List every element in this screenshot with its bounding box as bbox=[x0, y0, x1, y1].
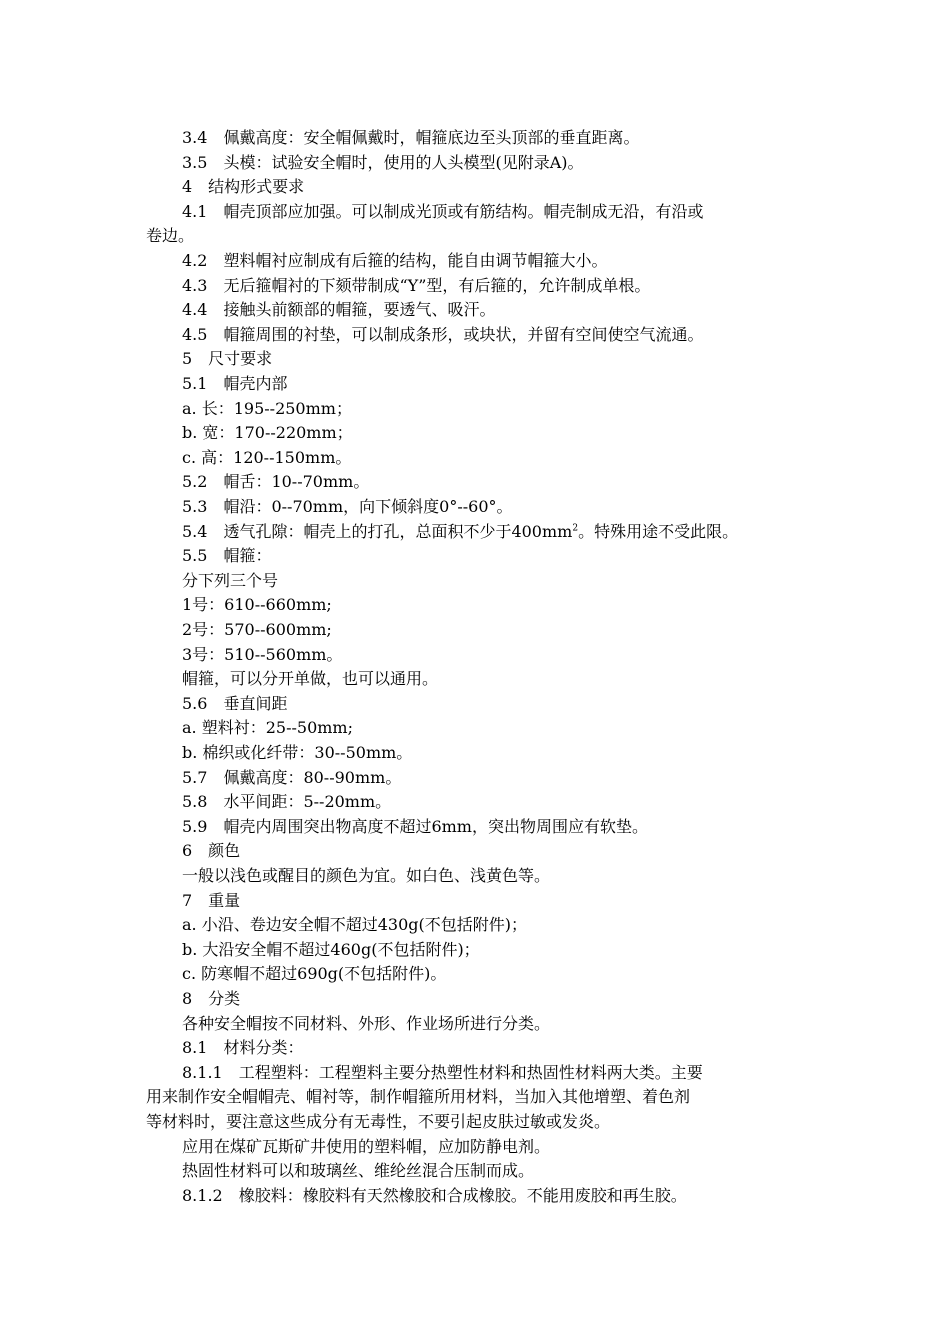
line-text: 卷边。 bbox=[146, 226, 195, 246]
line-text: 5.4 透气孔隙：帽壳上的打孔，总面积不少于400mm bbox=[182, 521, 573, 541]
text-line bbox=[0, 790, 950, 815]
line-text: 4.4 接触头前额部的帽箍，要透气、吸汗。 bbox=[182, 300, 496, 320]
text-line bbox=[0, 200, 950, 225]
text-line bbox=[0, 274, 950, 299]
text-line bbox=[0, 938, 950, 963]
line-text: 5.9 帽壳内周围突出物高度不超过6mm，突出物周围应有软垫。 bbox=[182, 816, 648, 836]
text-line bbox=[0, 151, 950, 176]
text-line bbox=[0, 1061, 950, 1086]
text-line bbox=[0, 372, 950, 397]
line-text: 5.1 帽壳内部 bbox=[182, 374, 288, 393]
line-text: 各种安全帽按不同材料、外形、作业场所进行分类。 bbox=[182, 1013, 551, 1033]
text-line bbox=[0, 126, 950, 151]
line-text: 2号：570--600mm; bbox=[182, 620, 332, 639]
line-text: 分下列三个号 bbox=[182, 570, 279, 590]
text-line bbox=[0, 421, 950, 446]
line-text: 5.8 水平间距：5--20mm。 bbox=[182, 792, 392, 812]
superscript: 2 bbox=[572, 523, 579, 534]
text-line bbox=[0, 913, 950, 938]
line-text: 5.2 帽舌：10--70mm。 bbox=[182, 472, 370, 492]
line-text: 帽箍，可以分开单做，也可以通用。 bbox=[182, 669, 439, 689]
text-line bbox=[0, 495, 950, 520]
line-text: a. 长：195--250mm； bbox=[182, 398, 352, 418]
line-text: a. 塑料衬：25--50mm; bbox=[182, 718, 353, 738]
line-text: 4.5 帽箍周围的衬垫，可以制成条形，或块状，并留有空间使空气流通。 bbox=[182, 324, 704, 344]
line-text: 应用在煤矿瓦斯矿井使用的塑料帽，应加防静电剂。 bbox=[182, 1136, 551, 1156]
line-text: 一般以浅色或醒目的颜色为宜。如白色、浅黄色等。 bbox=[182, 866, 551, 885]
text-line bbox=[0, 1110, 950, 1135]
text-line bbox=[0, 298, 950, 323]
line-text: 8 分类 bbox=[182, 989, 241, 1008]
text-line bbox=[0, 347, 950, 372]
text-line bbox=[0, 618, 950, 643]
line-text: 3.5 头模：试验安全帽时，使用的人头模型(见附录A)。 bbox=[182, 152, 584, 172]
line-text: b. 大沿安全帽不超过460g(不包括附件)； bbox=[182, 939, 480, 959]
line-text: 8.1 材料分类： bbox=[182, 1038, 304, 1058]
line-text: 用来制作安全帽帽壳、帽衬等，制作帽箍所用材料，当加入其他增塑、着色剂 bbox=[146, 1087, 691, 1107]
line-text: b. 棉织或化纤带：30--50mm。 bbox=[182, 743, 413, 762]
line-text: a. 小沿、卷边安全帽不超过430g(不包括附件)； bbox=[182, 915, 527, 935]
text-line bbox=[0, 1135, 950, 1160]
text-line bbox=[0, 175, 950, 200]
line-text: 5.3 帽沿：0--70mm，向下倾斜度0°--60°。 bbox=[182, 497, 513, 516]
text-line bbox=[0, 815, 950, 840]
text-line bbox=[0, 1036, 950, 1061]
line-text: 4.2 塑料帽衬应制成有后箍的结构，能自由调节帽箍大小。 bbox=[182, 251, 608, 270]
text-line bbox=[0, 593, 950, 618]
line-text: 1号：610--660mm; bbox=[182, 595, 332, 615]
text-line bbox=[0, 667, 950, 692]
text-line bbox=[0, 224, 950, 249]
line-text: c. 高：120--150mm。 bbox=[182, 447, 352, 467]
line-text-continued: 。特殊用途不受此限。 bbox=[578, 521, 739, 541]
text-line bbox=[0, 544, 950, 569]
text-line bbox=[0, 716, 950, 741]
text-line bbox=[0, 1159, 950, 1184]
text-line bbox=[0, 839, 950, 864]
line-text: 等材料时，要注意这些成分有无毒性，不要引起皮肤过敏或发炎。 bbox=[146, 1112, 611, 1131]
text-line bbox=[0, 987, 950, 1012]
text-line bbox=[0, 962, 950, 987]
line-text: 热固性材料可以和玻璃丝、维纶丝混合压制而成。 bbox=[182, 1161, 535, 1181]
line-text: 7 重量 bbox=[182, 890, 241, 910]
text-line bbox=[0, 1085, 950, 1110]
text-line bbox=[0, 446, 950, 471]
text-line bbox=[0, 520, 950, 545]
line-text: 3号：510--560mm。 bbox=[182, 644, 343, 664]
line-text: 3.4 佩戴高度：安全帽佩戴时，帽箍底边至头顶部的垂直距离。 bbox=[182, 128, 640, 147]
text-line bbox=[0, 249, 950, 274]
text-line bbox=[0, 323, 950, 348]
text-line bbox=[0, 864, 950, 889]
text-line bbox=[0, 569, 950, 594]
line-text: 6 颜色 bbox=[182, 841, 241, 861]
line-text: 8.1.1 工程塑料：工程塑料主要分热塑性材料和热固性材料两大类。主要 bbox=[182, 1062, 703, 1082]
line-text: c. 防寒帽不超过690g(不包括附件)。 bbox=[182, 964, 447, 984]
line-text: 4.3 无后箍帽衬的下颏带制成“Y”型，有后箍的，允许制成单根。 bbox=[182, 275, 651, 295]
line-text: 5.6 垂直间距 bbox=[182, 693, 288, 713]
text-line bbox=[0, 692, 950, 717]
line-text: 5 尺寸要求 bbox=[182, 349, 273, 369]
line-text: 5.7 佩戴高度：80--90mm。 bbox=[182, 767, 402, 787]
text-line bbox=[0, 397, 950, 422]
text-line bbox=[0, 741, 950, 766]
text-line bbox=[0, 470, 950, 495]
line-text: 4 结构形式要求 bbox=[182, 177, 305, 197]
text-line bbox=[0, 643, 950, 668]
text-line bbox=[0, 1012, 950, 1037]
text-line bbox=[0, 1184, 950, 1209]
text-line bbox=[0, 889, 950, 914]
line-text: 4.1 帽壳顶部应加强。可以制成光顶或有筋结构。帽壳制成无沿，有沿或 bbox=[182, 201, 704, 221]
line-text: 8.1.2 橡胶料：橡胶料有天然橡胶和合成橡胶。不能用废胶和再生胶。 bbox=[182, 1185, 687, 1205]
text-line bbox=[0, 766, 950, 791]
line-text: b. 宽：170--220mm； bbox=[182, 423, 353, 443]
line-text: 5.5 帽箍： bbox=[182, 546, 272, 566]
